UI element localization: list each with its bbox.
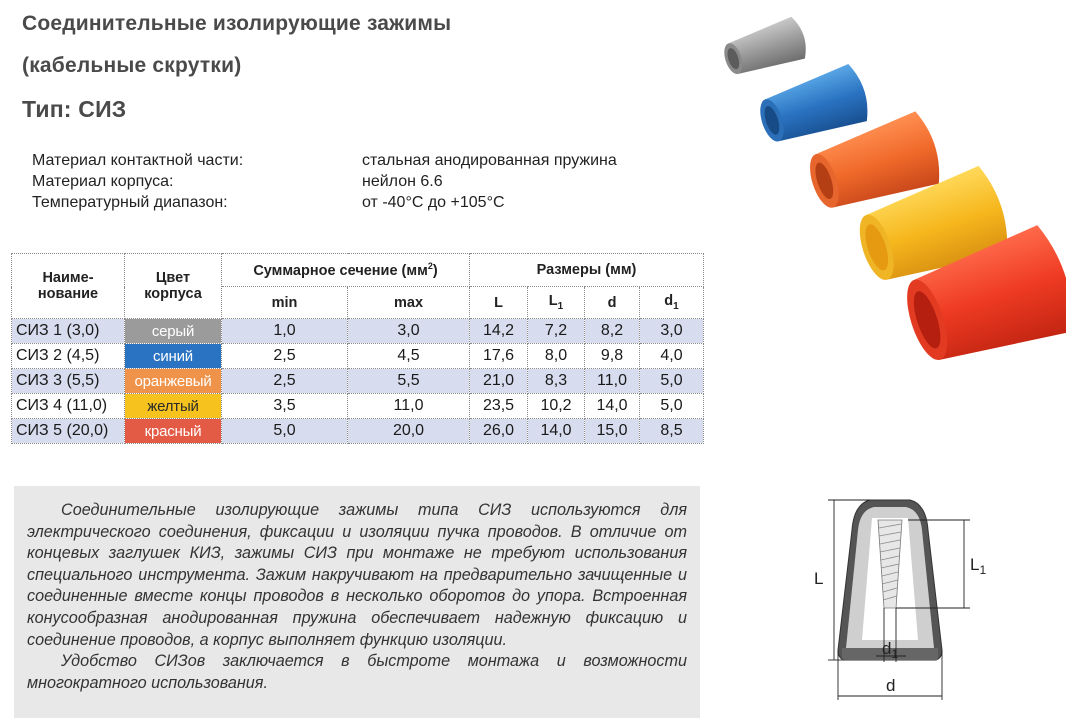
cross-section-icon bbox=[838, 500, 942, 660]
cell-d: 9,8 bbox=[585, 344, 640, 369]
cell-d: 8,2 bbox=[585, 319, 640, 344]
properties-list bbox=[32, 150, 732, 213]
cell-L: 14,2 bbox=[470, 319, 528, 344]
cell-d: 14,0 bbox=[585, 394, 640, 419]
property-key: Материал корпуса: bbox=[32, 173, 174, 190]
cell-name: СИЗ 4 (11,0) bbox=[12, 394, 125, 419]
cell-name: СИЗ 1 (3,0) bbox=[12, 319, 125, 344]
technical-drawing bbox=[790, 490, 1060, 715]
type-label: Тип: СИЗ bbox=[22, 96, 127, 122]
cell-d1: 4,0 bbox=[640, 344, 704, 369]
gray-cap-icon bbox=[720, 15, 811, 82]
cell-d1: 8,5 bbox=[640, 419, 704, 444]
header-min: min bbox=[222, 287, 348, 319]
table-row bbox=[12, 394, 704, 419]
cell-L1: 10,2 bbox=[528, 394, 585, 419]
cell-color: серый bbox=[125, 319, 222, 344]
property-key: Температурный диапазон: bbox=[32, 194, 228, 211]
cell-d: 11,0 bbox=[585, 369, 640, 394]
header-L1: $L_1$ bbox=[528, 287, 585, 319]
header-L: L bbox=[470, 287, 528, 319]
cell-color: красный bbox=[125, 419, 222, 444]
page-title: Соединительные изолирующие зажимы bbox=[22, 12, 452, 35]
product-photo bbox=[720, 8, 1066, 380]
header-max: max bbox=[348, 287, 470, 319]
property-value: стальная анодированная пружина bbox=[362, 152, 617, 169]
table-row bbox=[12, 369, 704, 394]
cell-L: 21,0 bbox=[470, 369, 528, 394]
cell-color: оранжевый bbox=[125, 369, 222, 394]
cell-name: СИЗ 2 (4,5) bbox=[12, 344, 125, 369]
cell-name: СИЗ 5 (20,0) bbox=[12, 419, 125, 444]
table-row bbox=[12, 319, 704, 344]
description-paragraph: Соединительные изолирующие зажимы типа СИЗ используются для электрического соединения, фиксации и изоляции пучка проводов. В отличие от концевых заглушек КИЗ, зажимы СИЗ при монтаже не требуют использования специального инструмента. Зажим накручивают на предварительно зачищенные и соединенные вместе концы проводов в несколько оборотов до упора. Встроенная конусообразная анодированная пружина обеспечивает надежную фиксацию и соединение проводов, а корпус выполняет функцию изоляции. bbox=[27, 501, 687, 649]
cell-L1: 8,0 bbox=[528, 344, 585, 369]
cell-d: 15,0 bbox=[585, 419, 640, 444]
cell-min: 3,5 bbox=[222, 394, 348, 419]
cell-color: синий bbox=[125, 344, 222, 369]
cell-color: желтый bbox=[125, 394, 222, 419]
cell-min: 2,5 bbox=[222, 369, 348, 394]
page-subtitle: (кабельные скрутки) bbox=[22, 54, 242, 77]
cell-max: 5,5 bbox=[348, 369, 470, 394]
cell-L: 17,6 bbox=[470, 344, 528, 369]
cell-name: СИЗ 3 (5,5) bbox=[12, 369, 125, 394]
property-row bbox=[32, 192, 732, 213]
cell-d1: 5,0 bbox=[640, 369, 704, 394]
property-value: от -40°С до +105°С bbox=[362, 194, 505, 211]
cell-max: 4,5 bbox=[348, 344, 470, 369]
table-row bbox=[12, 344, 704, 369]
header-section: Суммарное сечение $(мм^2)$ bbox=[222, 254, 470, 287]
label-d: d bbox=[886, 676, 896, 695]
cell-max: 20,0 bbox=[348, 419, 470, 444]
cell-min: 5,0 bbox=[222, 419, 348, 444]
property-value: нейлон 6.6 bbox=[362, 173, 443, 190]
header-d1: $d_1$ bbox=[640, 287, 704, 319]
label-L: L bbox=[814, 569, 824, 588]
header-color: Цвет корпуса bbox=[125, 254, 222, 319]
cell-max: 11,0 bbox=[348, 394, 470, 419]
cell-d1: 5,0 bbox=[640, 394, 704, 419]
header-d: d bbox=[585, 287, 640, 319]
header-name: Наиме- нование bbox=[12, 254, 125, 319]
cell-L: 23,5 bbox=[470, 394, 528, 419]
cell-L: 26,0 bbox=[470, 419, 528, 444]
cell-max: 3,0 bbox=[348, 319, 470, 344]
label-d1: $d_1$ bbox=[882, 639, 899, 661]
property-row bbox=[32, 171, 732, 192]
description-box bbox=[14, 486, 700, 718]
header-sizes: Размеры (мм) bbox=[470, 254, 704, 287]
property-row bbox=[32, 150, 732, 171]
cell-L1: 8,3 bbox=[528, 369, 585, 394]
cell-d1: 3,0 bbox=[640, 319, 704, 344]
cell-min: 2,5 bbox=[222, 344, 348, 369]
label-L1: $L_1$ bbox=[970, 555, 987, 577]
spec-table bbox=[11, 253, 704, 444]
cell-L1: 7,2 bbox=[528, 319, 585, 344]
table-row bbox=[12, 419, 704, 444]
property-key: Материал контактной части: bbox=[32, 152, 244, 169]
description-paragraph: Удобство СИЗов заключается в быстроте монтажа и возможности многократного использования. bbox=[27, 652, 687, 692]
cell-L1: 14,0 bbox=[528, 419, 585, 444]
cell-min: 1,0 bbox=[222, 319, 348, 344]
